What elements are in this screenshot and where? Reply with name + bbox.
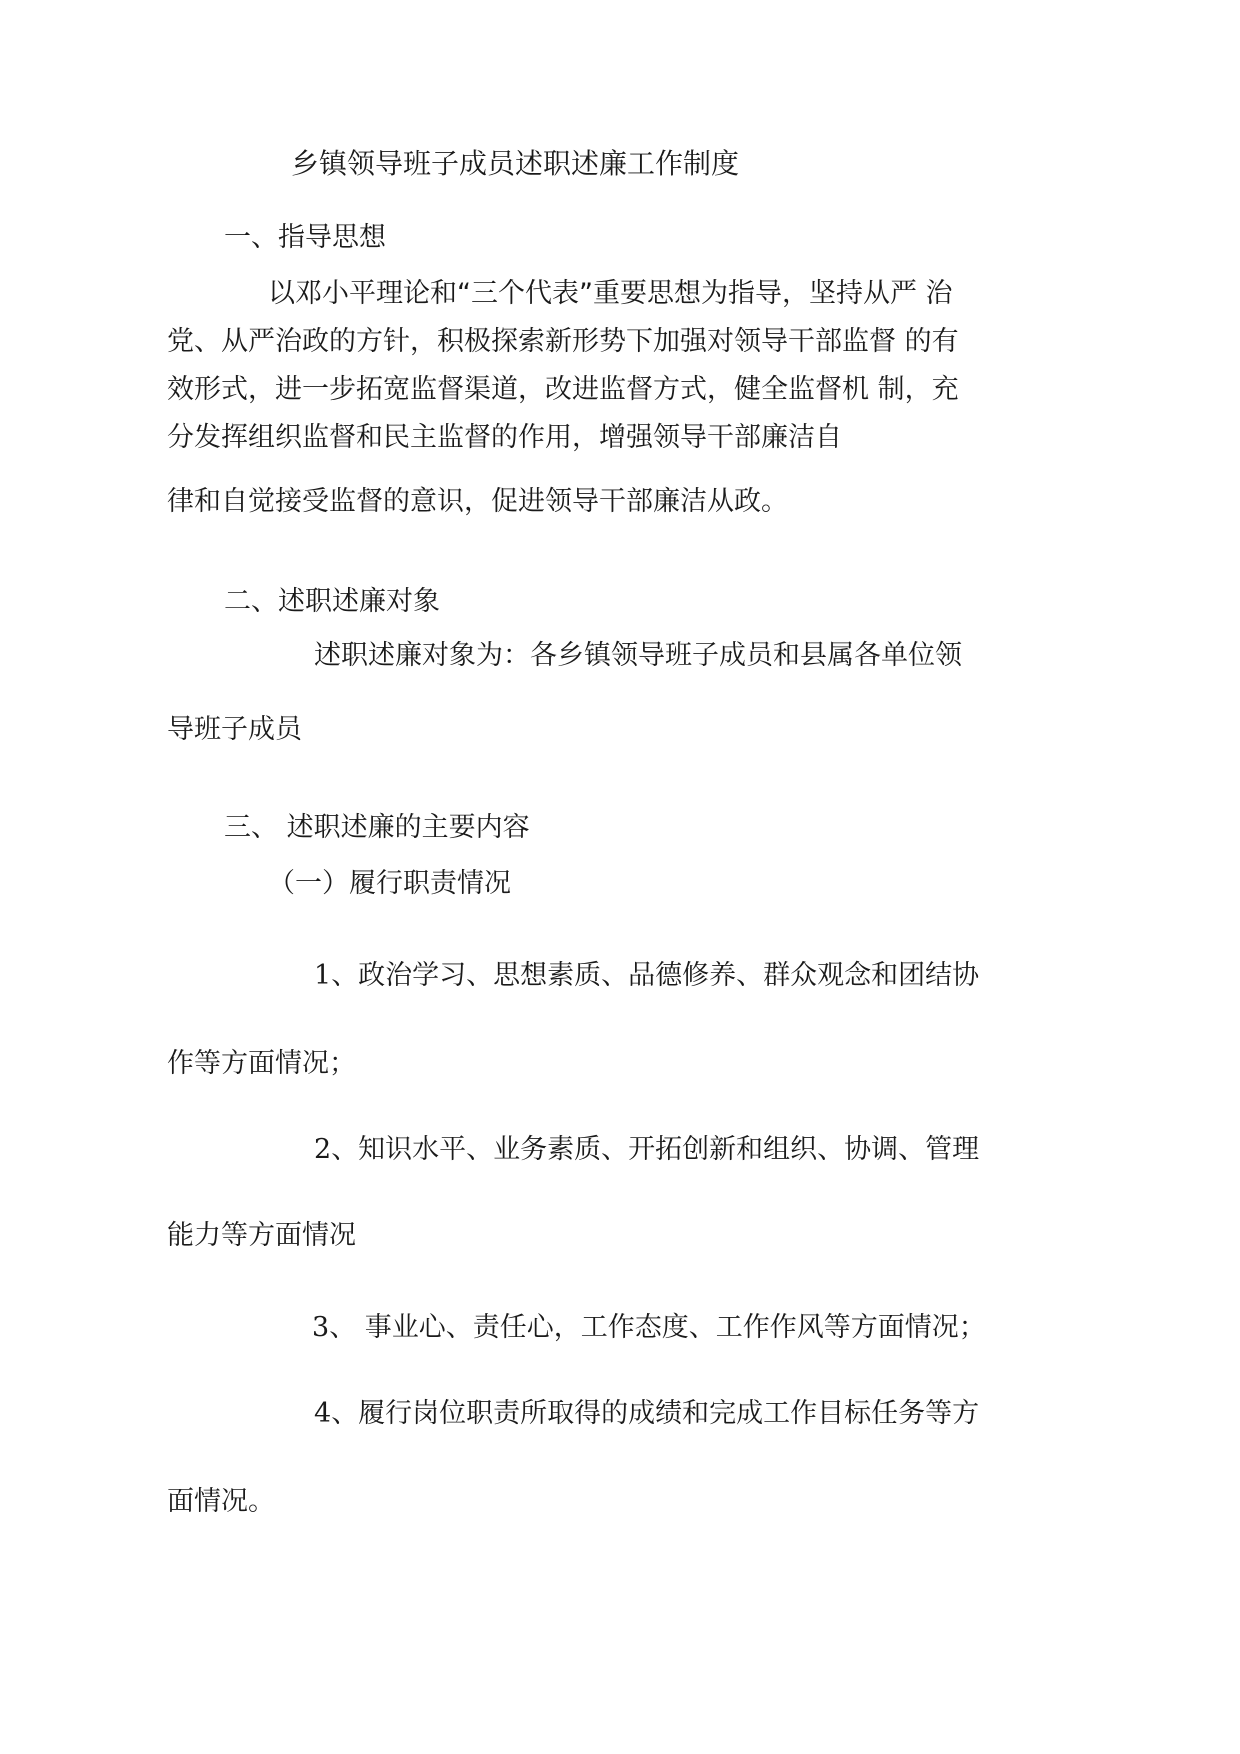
list-item [314,1396,979,1432]
list-item-continuation: 作等方面情况； [167,1048,356,1079]
item-number: 1 [314,960,332,991]
item-number: 4 [314,1398,332,1429]
list-item-continuation: 面情况。 [167,1486,275,1517]
item-text: 、政治学习、思想素质、品德修养、群众观念和团结协 [331,960,980,991]
paragraph-line: 导班子成员 [167,714,302,745]
item-number: 3 [312,1312,330,1343]
item-text: 、 事业心、责任心，工作态度、工作作风等方面情况； [329,1312,986,1343]
list-item-continuation: 能力等方面情况 [167,1220,356,1251]
paragraph-line: 效形式，进一步拓宽监督渠道，改进监督方式，健全监督机 制，充 [167,374,959,405]
list-item [314,958,979,994]
paragraph-line: 分发挥组织监督和民主监督的作用，增强领导干部廉洁自 [167,422,842,453]
section-heading-3: 三、 述职述廉的主要内容 [224,812,530,843]
paragraph-line: 律和自觉接受监督的意识，促进领导干部廉洁从政。 [167,486,788,517]
list-item [312,1310,986,1346]
item-text: 、履行岗位职责所取得的成绩和完成工作目标任务等方 [331,1398,980,1429]
document-title: 乡镇领导班子成员述职述廉工作制度 [291,147,740,180]
paragraph-line: 以邓小平理论和“三个代表”重要思想为指导，坚持从严 治 [268,278,953,309]
item-number: 2 [314,1134,332,1165]
section-heading-1: 一、指导思想 [224,222,386,253]
paragraph-line: 党、从严治政的方针，积极探索新形势下加强对领导干部监督 的有 [167,326,959,357]
section-heading-2: 二、述职述廉对象 [224,586,440,617]
list-item [314,1132,979,1168]
subsection-heading: （一）履行职责情况 [268,868,511,899]
paragraph-line: 述职述廉对象为：各乡镇领导班子成员和县属各单位领 [314,640,962,671]
item-text: 、知识水平、业务素质、开拓创新和组织、协调、管理 [331,1134,980,1165]
